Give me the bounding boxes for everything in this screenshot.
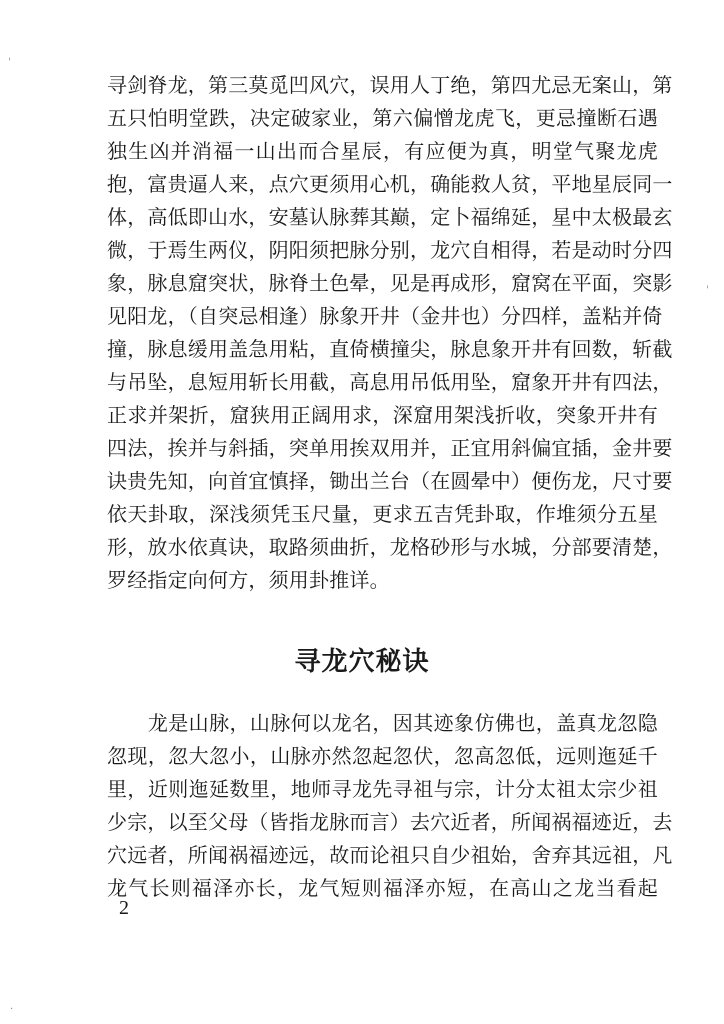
text-line: 寻剑脊龙，第三莫觅凹风穴，误用人丁绝，第四尤忌无案山，第 — [107, 73, 673, 97]
scan-speck: ' — [8, 57, 11, 68]
text-line: 独生凶并消福一山出而合星辰，有应便为真，明堂气聚龙虎 — [107, 139, 658, 163]
text-line: 正求并架折，窟狭用正阔用求，深窟用架浅折收，突象开井有 — [107, 403, 658, 427]
text-line: 里，近则迤延数里，地师寻龙先寻祖与宗，计分太祖太宗少祖 — [107, 777, 658, 801]
text-line: 与吊坠，息短用斩长用截，高息用吊低用坠，窟象开井有四法， — [107, 370, 673, 394]
scan-speck: · — [10, 1004, 14, 1015]
text-line: 罗经指定向何方，须用卦推详。 — [107, 568, 390, 592]
text-line: 四法，挨并与斜插，突单用挨双用并，正宜用斜偏宜插，金井要 — [107, 436, 673, 460]
body-paragraph-2 — [107, 707, 673, 905]
text-line: 见阳龙，（自突忌相逢）脉象开井（金井也）分四样，盖粘并倚 — [107, 304, 663, 328]
text-line: 依天卦取，深浅须凭玉尺量，更求五吉凭卦取，作堆须分五星 — [107, 502, 658, 526]
text-line: 微，于焉生两仪，阴阳须把脉分别，龙穴自相得，若是动时分四 — [107, 238, 673, 262]
text-line: 少宗，以至父母（皆指龙脉而言）去穴近者，所闻祸福迹近，去 — [107, 810, 673, 834]
text-line: 龙气长则福泽亦长，龙气短则福泽亦短，在高山之龙当看起 — [107, 876, 658, 900]
text-line: 诀贵先知，向首宜慎择，锄出兰台（在圆晕中）便伤龙，尺寸要 — [107, 469, 673, 493]
page-number: 2 — [119, 897, 129, 919]
text-line: 忽现，忽大忽小，山脉亦然忽起忽伏，忽高忽低，远则迤延千 — [107, 744, 658, 768]
body-paragraph-1 — [107, 69, 673, 597]
text-line: 象，脉息窟突状，脉脊土色晕，见是再成形，窟窝在平面，突影 — [107, 271, 673, 295]
text-line: 抱，富贵逼人来，点穴更须用心机，确能救人贫，平地星辰同一 — [107, 172, 673, 196]
text-line: 龙是山脉，山脉何以龙名，因其迹象仿佛也，盖真龙忽隐 — [107, 711, 658, 735]
text-line: 穴远者，所闻祸福迹远，故而论祖只自少祖始，舍弃其远祖，凡 — [107, 843, 673, 867]
text-line: 撞，脉息缓用盖急用粘，直倚横撞尖，脉息象开井有回数，斩截 — [107, 337, 673, 361]
scan-speck: ' — [706, 285, 709, 296]
text-line: 五只怕明堂跌，决定破家业，第六偏憎龙虎飞，更忌撞断石遇 — [107, 106, 658, 130]
text-line: 体，高低即山水，安墓认脉葬其巅，定卜福绵延，星中太极最玄 — [107, 205, 673, 229]
section-heading: 寻龙穴秘诀 — [294, 647, 430, 677]
text-line: 形，放水依真诀，取路须曲折，龙格砂形与水城，分部要清楚， — [107, 535, 673, 559]
